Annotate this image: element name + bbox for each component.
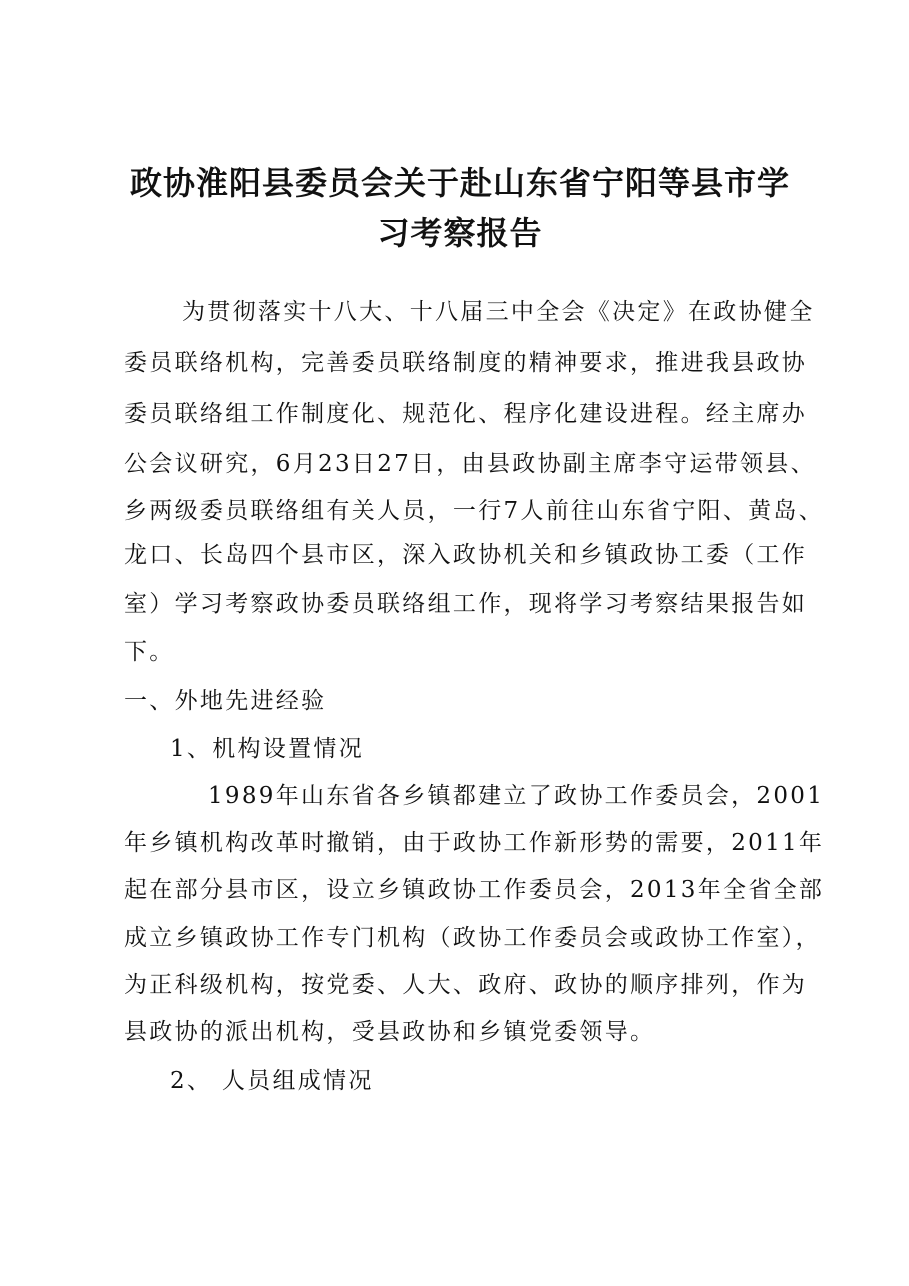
subsection1-line-4: 成立乡镇政协工作专门机构（政协工作委员会或政协工作室），	[124, 925, 821, 951]
intro-line-2: 委员联络机构，完善委员联络制度的精神要求，推进我县政协	[124, 350, 808, 376]
intro-line-6: 龙口、长岛四个县市区，深入政协机关和乡镇政协工委（工作	[124, 542, 808, 568]
document-title-line-1: 政协淮阳县委员会关于赴山东省宁阳等县市学	[129, 164, 790, 202]
intro-line-7: 室）学习考察政协委员联络组工作，现将学习考察结果报告如	[124, 591, 808, 617]
intro-line-3: 委员联络组工作制度化、规范化、程序化建设进程。经主席办	[124, 401, 808, 427]
subsection-heading-2: 2、 人员组成情况	[170, 1068, 374, 1094]
intro-line-8: 下。	[124, 639, 175, 665]
subsection1-line-2: 年乡镇机构改革时撤销，由于政协工作新形势的需要，2011年	[124, 830, 825, 856]
subsection-heading-1: 1、机构设置情况	[170, 736, 365, 762]
subsection1-line-1: 1989年山东省各乡镇都建立了政协工作委员会，2001	[208, 783, 825, 809]
section-heading-1: 一、外地先进经验	[124, 688, 327, 714]
subsection1-line-6: 县政协的派出机构，受县政协和乡镇党委领导。	[124, 1019, 656, 1045]
subsection1-line-3: 起在部分县市区，设立乡镇政协工作委员会，2013年全省全部	[124, 877, 825, 903]
intro-line-1: 为贯彻落实十八大、十八届三中全会《决定》在政协健全	[182, 299, 815, 325]
intro-line-4: 公会议研究，6月23日27日，由县政协副主席李守运带领县、	[124, 451, 816, 477]
document-title-line-2: 习考察报告	[377, 214, 543, 252]
intro-line-5: 乡两级委员联络组有关人员，一行7人前往山东省宁阳、黄岛、	[124, 498, 825, 524]
subsection1-line-5: 为正科级机构，按党委、人大、政府、政协的顺序排列，作为	[124, 972, 808, 998]
